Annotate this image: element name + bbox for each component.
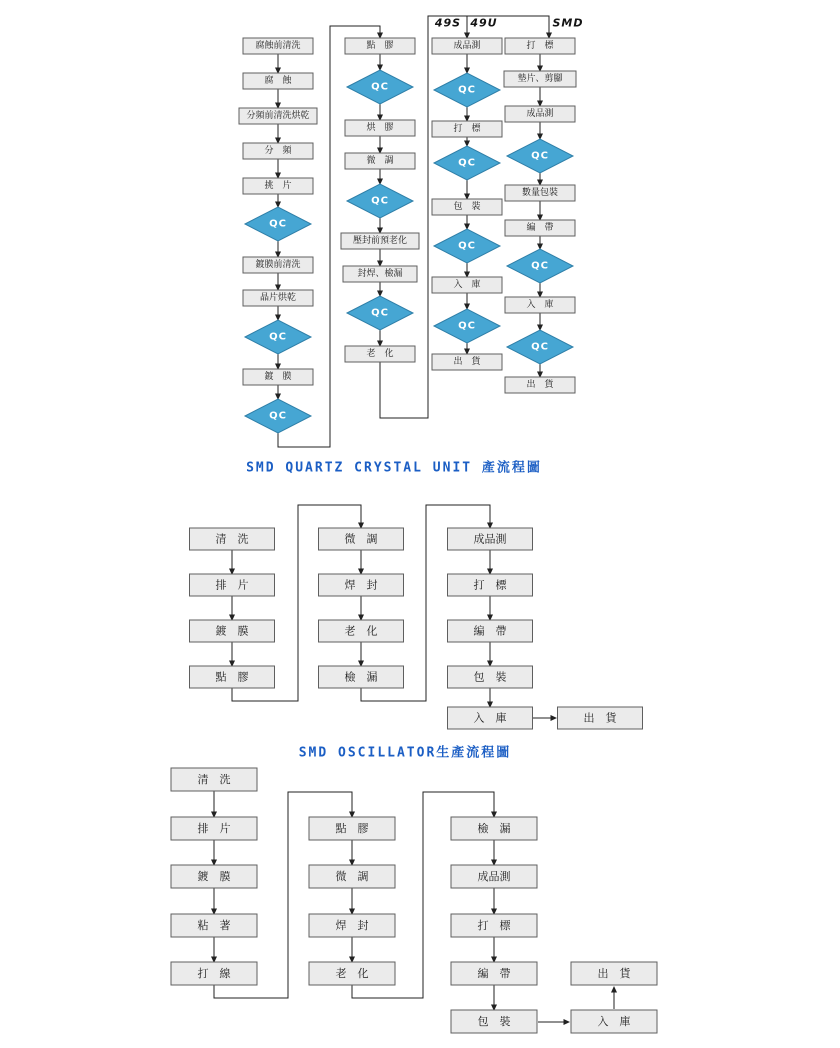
flow-box-label: 檢 漏 (344, 670, 378, 684)
qc-diamond-label: QC (371, 307, 389, 319)
flow-box-label: 排 片 (215, 578, 249, 592)
flow-box-label: 成品測 (473, 532, 507, 546)
qc-diamond-label: QC (269, 410, 287, 422)
flow-box-label: 打 標 (473, 578, 507, 592)
flow-box-label: 入 庫 (597, 1015, 631, 1028)
flow-box-label: 鍍 膜 (264, 372, 292, 382)
flow-box-label: 打 標 (477, 919, 511, 932)
flow-box-label: 檢 漏 (477, 822, 511, 835)
flow-box-label: 老 化 (344, 624, 378, 638)
flow-box-label: 微 調 (344, 532, 378, 546)
qc-diamond-label: QC (458, 320, 476, 332)
flow-box-label: 鍍膜前清洗 (255, 260, 301, 270)
qc-diamond-label: QC (458, 157, 476, 169)
flow-box-label: 包 裝 (453, 202, 481, 212)
chart-caption: SMD OSCILLATOR生產流程圖 (298, 745, 512, 761)
flow-box-label: 點 膠 (366, 41, 394, 51)
flow-box-label: 編 帶 (477, 967, 511, 980)
flow-box-label: 入 庫 (526, 300, 554, 310)
chart-caption: SMD QUARTZ CRYSTAL UNIT 產流程圖 (246, 460, 542, 476)
flow-box-label: 打 標 (453, 124, 481, 134)
flow-box-label: 編 帶 (526, 223, 554, 233)
flow-box-label: 焊 封 (344, 578, 378, 592)
flow-box-label: 焊 封 (335, 919, 369, 932)
qc-diamond-label: QC (269, 218, 287, 230)
flow-box-label: 入 庫 (473, 711, 507, 725)
flow-box-label: 點 膠 (335, 822, 369, 835)
qc-diamond-label: QC (269, 331, 287, 343)
qc-diamond-label: QC (371, 195, 389, 207)
flow-box-label: 壓封前預老化 (352, 236, 408, 246)
flow-box-label: 入 庫 (453, 280, 481, 290)
branch-label: 49U (470, 16, 498, 30)
flow-box-label: 點 膠 (215, 670, 249, 684)
flow-box-label: 微 調 (366, 156, 394, 166)
flow-box-label: 鍍 膜 (215, 624, 249, 638)
flow-box-label: 包 裝 (473, 670, 507, 684)
qc-diamond-label: QC (531, 341, 549, 353)
flow-box-label: 微 調 (335, 870, 369, 883)
flow-box-label: 墊片、剪腳 (517, 74, 563, 84)
flow-box-label: 腐蝕前清洗 (255, 41, 301, 51)
flow-box-label: 粘 著 (197, 919, 231, 932)
flow-box-label: 腐 蝕 (264, 76, 292, 86)
flow-box-label: 老 化 (335, 967, 369, 980)
flow-box-label: 出 貨 (453, 357, 481, 367)
qc-diamond-label: QC (531, 150, 549, 162)
branch-label: 49S (434, 16, 462, 30)
flow-box-label: 清 洗 (215, 532, 249, 546)
flow-box-label: 排 片 (197, 822, 231, 835)
flow-box-label: 分頻前清洗烘乾 (246, 111, 310, 121)
flow-box-label: 打 線 (197, 967, 231, 980)
qc-diamond-label: QC (371, 81, 389, 93)
flow-box-label: 晶片烘乾 (259, 293, 297, 303)
qc-diamond-label: QC (458, 84, 476, 96)
flow-box-label: 清 洗 (197, 773, 231, 786)
flow-box-label: 出 貨 (583, 711, 617, 725)
flow-box-label: 成品測 (526, 109, 554, 119)
flow-box-label: 挑 片 (264, 181, 292, 191)
flow-box-label: 數量包裝 (521, 188, 559, 198)
flow-box-label: 成品測 (453, 41, 481, 51)
flow-box-label: 打 標 (526, 41, 554, 51)
flow-box-label: 鍍 膜 (197, 870, 231, 883)
flow-box-label: 分 頻 (264, 146, 292, 156)
flow-box-label: 編 帶 (473, 624, 507, 638)
flow-box-label: 出 貨 (526, 380, 554, 390)
flow-box-label: 封焊、檢漏 (357, 269, 403, 279)
flow-box-label: 包 裝 (477, 1015, 511, 1028)
qc-diamond-label: QC (458, 240, 476, 252)
flow-box-label: 成品測 (477, 870, 511, 883)
qc-diamond-label: QC (531, 260, 549, 272)
flow-box-label: 老 化 (366, 349, 394, 359)
node-layer (171, 38, 657, 1033)
branch-label: SMD (552, 16, 584, 30)
flow-box-label: 出 貨 (597, 967, 631, 980)
flow-box-label: 烘 膠 (366, 123, 394, 133)
